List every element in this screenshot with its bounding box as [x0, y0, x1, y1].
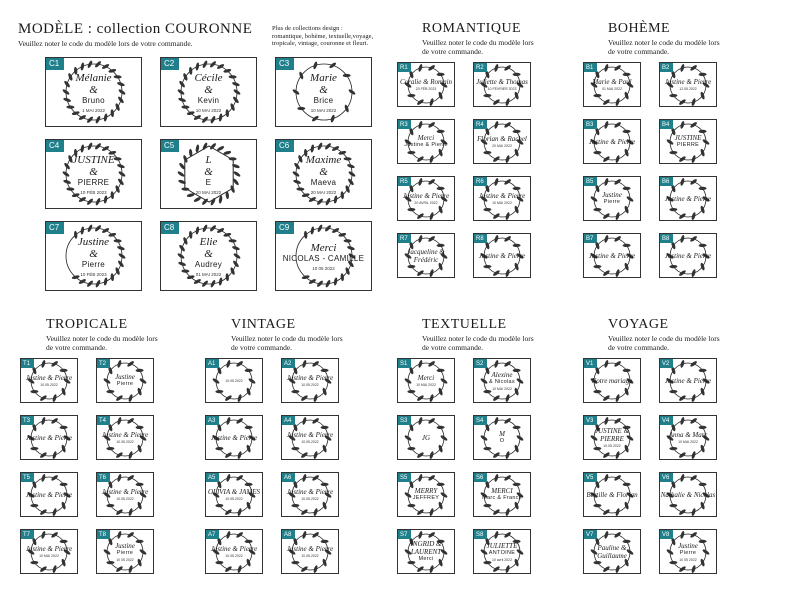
card-code-badge: C8 [161, 222, 179, 234]
card-date: 10 avril 2022 [491, 557, 513, 562]
design-card-t6[interactable] [96, 472, 154, 517]
design-card-r7[interactable] [397, 233, 455, 278]
card-date: 10 MAI 2022 [310, 107, 337, 113]
card-name-1: Justine & Pierre [664, 251, 712, 260]
card-code-badge: C3 [276, 58, 294, 70]
card-name-1: INGRID & LAURENT [410, 540, 442, 556]
card-name-1: Justine & Pierre [286, 488, 334, 496]
card-date: 20 MAI 2022 [492, 144, 512, 148]
card-date: 10 MAI 2022 [39, 554, 59, 558]
card-date: 20 AVRIL 2022 [414, 201, 438, 205]
card-name-1: Justine [115, 373, 135, 381]
card-name-1: JG [421, 433, 431, 442]
card-code-badge: C2 [161, 58, 179, 70]
card-date: 10.05.2022 [301, 440, 319, 444]
card-code-badge: R1 [398, 63, 411, 72]
card-name-2: Bruno [82, 95, 105, 105]
card-name-1: Alexine [491, 370, 513, 379]
card-ampersand: & [204, 247, 213, 260]
design-card-c8[interactable] [160, 221, 257, 291]
section-title: VOYAGE [608, 317, 669, 332]
design-card-a7[interactable] [205, 529, 263, 574]
card-code-badge: V5 [584, 473, 597, 482]
design-card-b3[interactable] [583, 119, 641, 164]
card-name-2: Pierre [116, 381, 134, 387]
card-name-1: Justine & Pierre [402, 192, 450, 200]
card-name-2: NICOLAS - CAMILLE [282, 253, 365, 263]
card-date: 20 FÉB 2023 [415, 87, 437, 91]
card-date: 10.05.2022 [40, 383, 58, 387]
design-card-t3[interactable] [20, 415, 78, 460]
card-name-1: Justine & Pierre [101, 488, 149, 496]
card-code-badge: R7 [398, 234, 411, 243]
card-code-badge: A7 [206, 530, 219, 539]
card-name-2: Pierre [116, 549, 134, 556]
design-card-t2[interactable] [96, 358, 154, 403]
card-name-1: Marie [310, 71, 337, 84]
section-title: VINTAGE [231, 317, 296, 332]
card-date: 1 MAI 2022 [81, 107, 105, 113]
card-ampersand: & [89, 165, 98, 178]
design-card-s7[interactable] [397, 529, 455, 574]
section-romantique [422, 22, 597, 56]
card-name-1: Justine [77, 235, 110, 248]
card-code-badge: V8 [660, 530, 673, 539]
card-name-2: Marc & Franck [482, 495, 522, 501]
design-card-a6[interactable] [281, 472, 339, 517]
design-card-a8[interactable] [281, 529, 339, 574]
card-date: 10.05.2022 [603, 444, 621, 448]
card-name-2: & Nicolas [489, 378, 515, 385]
design-card-c2[interactable] [160, 57, 257, 127]
section-subtitle [46, 334, 221, 352]
section-voyage [608, 318, 783, 352]
card-date: 10.05.2022 [301, 383, 319, 387]
card-code-badge: S2 [474, 359, 487, 368]
card-code-badge: V1 [584, 359, 597, 368]
card-code-badge: B2 [660, 63, 673, 72]
card-code-badge: C9 [276, 222, 294, 234]
design-card-b6[interactable] [659, 176, 717, 221]
card-name-1: Merci [310, 241, 337, 254]
more-collections-text [272, 25, 402, 48]
section-textuelle [422, 318, 597, 352]
card-date: 10 MAI 2022 [416, 383, 436, 387]
card-name-1: Notre mariage [591, 376, 633, 385]
design-card-t7[interactable] [20, 529, 78, 574]
card-date: 10.05.2022 [225, 379, 243, 383]
subtitle-line: Veuillez noter le code du modèle lors [608, 38, 720, 47]
design-card-a5[interactable] [205, 472, 263, 517]
card-code-badge: S4 [474, 416, 487, 425]
design-card-v3[interactable] [583, 415, 641, 460]
card-name-2: O [499, 438, 505, 444]
card-date: 01 MAI 2022 [195, 271, 222, 277]
design-card-s6[interactable] [473, 472, 531, 517]
card-name-2: ANTOINE [488, 549, 516, 556]
design-card-r3[interactable] [397, 119, 455, 164]
card-code-badge: T3 [21, 416, 34, 425]
section-title: ROMANTIQUE [422, 21, 522, 36]
design-card-c1[interactable] [45, 57, 142, 127]
card-name-1: Coralie & Romain [399, 78, 453, 86]
card-code-badge: V2 [660, 359, 673, 368]
card-code-badge: B3 [584, 120, 597, 129]
section-vintage [231, 318, 406, 352]
design-card-c4[interactable] [45, 139, 142, 209]
subtitle-line: Veuillez noter le code du modèle lors [46, 334, 158, 343]
card-ampersand: & [319, 83, 328, 96]
card-code-badge: A8 [282, 530, 295, 539]
card-name-1: Anna & Marc [668, 431, 708, 439]
card-date: 10 MAI 2022 [678, 440, 698, 444]
card-ampersand: & [89, 83, 98, 96]
design-card-t1[interactable] [20, 358, 78, 403]
design-card-r2[interactable] [473, 62, 531, 107]
section-title: MODÈLE : collection COURONNE [18, 21, 253, 37]
card-date: 10.05.2022 [116, 440, 134, 444]
design-card-v6[interactable] [659, 472, 717, 517]
card-code-badge: R4 [474, 120, 487, 129]
design-card-c7[interactable] [45, 221, 142, 291]
design-card-b5[interactable] [583, 176, 641, 221]
card-name-1: OLIVIA & JAMES [208, 488, 260, 496]
card-date: 20 MAI 2022 [310, 189, 337, 195]
card-ampersand: & [204, 165, 213, 178]
card-code-badge: B8 [660, 234, 673, 243]
card-name-1: Justine [115, 541, 135, 550]
card-name-1: Maxime [305, 153, 342, 166]
card-ampersand: & [319, 165, 328, 178]
card-date: 10 MAI 2022 [492, 386, 512, 391]
card-date: 10 05 2022 [116, 557, 134, 562]
card-name-1: M [499, 430, 505, 438]
card-name-1: Cécile [194, 71, 223, 84]
card-name-1: Bertille & Florian [586, 490, 638, 499]
card-name-1: Justine & Pierre [25, 374, 73, 382]
design-card-b1[interactable] [583, 62, 641, 107]
section-subtitle [422, 334, 597, 352]
card-code-badge: R3 [398, 120, 411, 129]
card-code-badge: T4 [97, 416, 110, 425]
card-name-1: Merci [417, 134, 435, 142]
card-code-badge: T7 [21, 530, 34, 539]
design-card-v5[interactable] [583, 472, 641, 517]
design-card-a2[interactable] [281, 358, 339, 403]
subtitle-line: de votre commande. [46, 343, 108, 352]
card-name-2: E [205, 177, 212, 187]
design-card-b7[interactable] [583, 233, 641, 278]
card-code-badge: B6 [660, 177, 673, 186]
design-card-c5[interactable] [160, 139, 257, 209]
card-date: 10 05 2022 [312, 265, 335, 271]
card-date: 10.05.2022 [225, 497, 243, 501]
card-name-2: PIERRE [77, 177, 110, 187]
card-ampersand: & [89, 247, 98, 260]
card-code-badge: B7 [584, 234, 597, 243]
card-name-1: JUSTINE [72, 153, 115, 166]
design-card-t5[interactable] [20, 472, 78, 517]
section-subtitle [608, 38, 783, 56]
section-subtitle [231, 334, 406, 352]
card-date: 10 MAI 2022 [492, 201, 512, 205]
design-card-t8[interactable] [96, 529, 154, 574]
card-name-1: Elie [199, 235, 218, 248]
card-code-badge: A3 [206, 416, 219, 425]
card-name-1: JULIETTE [486, 541, 518, 550]
card-date: 10.05.2022 [116, 497, 134, 501]
card-name-1: L [205, 153, 212, 166]
subtitle-line: de votre commande. [608, 47, 670, 56]
subtitle-line: Veuillez noter le code du modèle lors [422, 334, 534, 343]
design-card-s8[interactable] [473, 529, 531, 574]
card-code-badge: C4 [46, 140, 64, 152]
card-name-1: Justine & Pierre [286, 374, 334, 382]
design-card-b2[interactable] [659, 62, 717, 107]
card-name-2: Pierre [81, 259, 106, 269]
card-name-1: Justine & Pierre [25, 433, 73, 442]
card-code-badge: B4 [660, 120, 673, 129]
section-subtitle [422, 38, 597, 56]
card-code-badge: R6 [474, 177, 487, 186]
card-name-1: Justine & Pierre [210, 545, 258, 553]
card-name-1: MERRY [414, 487, 438, 495]
card-name-1: Justine & Pierre [101, 431, 149, 439]
card-code-badge: R8 [474, 234, 487, 243]
card-date: 10 05 2022 [679, 557, 697, 562]
card-date: 12.05.2022 [679, 87, 697, 91]
card-name-1: Justine & Pierre [25, 490, 73, 499]
section-title: TROPICALE [46, 317, 128, 332]
card-code-badge: A1 [206, 359, 219, 368]
card-code-badge: A5 [206, 473, 219, 482]
card-name-1: MERCI [491, 487, 513, 495]
design-card-s2[interactable] [473, 358, 531, 403]
card-name-1: Justine [678, 541, 698, 550]
card-code-badge: S6 [474, 473, 487, 482]
card-name-2: Justine & Pierre [404, 142, 448, 148]
design-card-v4[interactable] [659, 415, 717, 460]
design-card-c3[interactable] [275, 57, 372, 127]
card-name-1: Merci [417, 374, 435, 382]
design-card-v2[interactable] [659, 358, 717, 403]
subtitle-line: de votre commande. [422, 47, 484, 56]
design-card-b8[interactable] [659, 233, 717, 278]
card-code-badge: S7 [398, 530, 411, 539]
design-card-r6[interactable] [473, 176, 531, 221]
card-name-1: Justine & Pierre [664, 194, 712, 203]
card-date: 10.05.2022 [301, 497, 319, 501]
section-boheme [608, 22, 783, 56]
card-code-badge: S5 [398, 473, 411, 482]
design-card-v8[interactable] [659, 529, 717, 574]
card-name-1: Justine & Pierre [286, 431, 334, 439]
card-name-1: Marie & Paul [592, 78, 632, 86]
card-code-badge: V3 [584, 416, 597, 425]
card-name-1: Mélanie [75, 71, 112, 84]
design-card-v7[interactable] [583, 529, 641, 574]
design-card-v1[interactable] [583, 358, 641, 403]
card-code-badge: A2 [282, 359, 295, 368]
card-name-2: Audrey [194, 259, 223, 269]
subtitle-line: de votre commande. [231, 343, 293, 352]
card-code-badge: B1 [584, 63, 597, 72]
card-name-1: Justine [602, 191, 622, 199]
card-name-1: JUSTINE [674, 134, 702, 142]
design-card-r1[interactable] [397, 62, 455, 107]
card-name-1: Justine & Pierre [664, 78, 712, 86]
card-ampersand: & [204, 83, 213, 96]
card-date: 01 MAI 2022 [602, 87, 622, 91]
section-title: BOHÈME [608, 21, 671, 36]
card-code-badge: R5 [398, 177, 411, 186]
card-name-1: Justine & Pierre [478, 251, 526, 260]
card-code-badge: T6 [97, 473, 110, 482]
design-card-c9[interactable] [275, 221, 372, 291]
card-name-2: Brice [313, 95, 334, 105]
subtitle-line: Veuillez noter le code du modèle lors [608, 334, 720, 343]
card-name-1: Justine & Pierre [588, 137, 636, 146]
card-code-badge: R2 [474, 63, 487, 72]
card-date: 10 FÉB 2023 [80, 189, 107, 195]
design-card-r8[interactable] [473, 233, 531, 278]
card-code-badge: S1 [398, 359, 411, 368]
subtitle-line: Veuillez noter le code du modèle lors [422, 38, 534, 47]
card-name-2: PIERRE [676, 142, 700, 148]
card-name-1: Juliette & Thomas [476, 78, 528, 86]
card-name-2: Pierre [603, 199, 621, 205]
card-name-1: Justine & Pierre [478, 192, 526, 200]
card-date: 10 FÉB 2023 [80, 271, 107, 277]
design-card-c6[interactable] [275, 139, 372, 209]
card-date: 10 MAI 2022 [195, 107, 222, 113]
card-code-badge: B5 [584, 177, 597, 186]
subtitle-line: de votre commande. [608, 343, 670, 352]
card-name-1: Justine & Pierre [210, 433, 258, 442]
more-text-line: romantique, bohème, textuelle,voyage, [272, 32, 374, 40]
card-name-2: JEFFREY [412, 495, 440, 501]
design-card-a4[interactable] [281, 415, 339, 460]
card-name-1: Florian & Rachel [477, 135, 527, 143]
card-name-1: Pauline & Guillaume [597, 543, 627, 560]
card-code-badge: S3 [398, 416, 411, 425]
design-card-s3[interactable] [397, 415, 455, 460]
card-name-2: Merci [418, 556, 434, 562]
card-name-1: Justine & Pierre [588, 251, 636, 260]
card-code-badge: V7 [584, 530, 597, 539]
design-card-s4[interactable] [473, 415, 531, 460]
card-code-badge: A4 [282, 416, 295, 425]
card-code-badge: C1 [46, 58, 64, 70]
design-card-b4[interactable] [659, 119, 717, 164]
design-card-s1[interactable] [397, 358, 455, 403]
card-date: 10 FÉVRIER 2023 [487, 87, 517, 91]
design-card-r4[interactable] [473, 119, 531, 164]
design-card-r5[interactable] [397, 176, 455, 221]
card-code-badge: T8 [97, 530, 110, 539]
card-code-badge: C7 [46, 222, 64, 234]
card-code-badge: T5 [21, 473, 34, 482]
design-card-a3[interactable] [205, 415, 263, 460]
card-date: 20 MAI 2022 [195, 189, 222, 195]
card-code-badge: T2 [97, 359, 110, 368]
section-tropicale [46, 318, 221, 352]
card-code-badge: A6 [282, 473, 295, 482]
card-code-badge: C6 [276, 140, 294, 152]
card-code-badge: C5 [161, 140, 179, 152]
card-name-1: Justine & Pierre [664, 376, 712, 385]
design-card-a1[interactable] [205, 358, 263, 403]
card-name-2: Maeva [310, 177, 337, 187]
subtitle-line: Veuillez noter le code du modèle lors [231, 334, 343, 343]
more-text-line: tropicale, vintage, couronne et fleuri. [272, 40, 369, 48]
design-card-s5[interactable] [397, 472, 455, 517]
subtitle-line: de votre commande. [422, 343, 484, 352]
card-code-badge: V6 [660, 473, 673, 482]
card-name-1: Justine & Pierre [25, 545, 73, 553]
card-date: 10.05.2022 [225, 554, 243, 558]
card-code-badge: V4 [660, 416, 673, 425]
card-name-1: Nathalie & Nicolas [660, 490, 716, 499]
card-name-1: Justine & Pierre [286, 545, 334, 553]
design-card-t4[interactable] [96, 415, 154, 460]
card-name-2: Pierre [679, 549, 697, 556]
card-name-1: Jacqueline & Frédéric [407, 247, 445, 264]
card-code-badge: S8 [474, 530, 487, 539]
more-text-line: Plus de collections design : [272, 25, 343, 32]
section-title: TEXTUELLE [422, 317, 507, 332]
card-code-badge: T1 [21, 359, 34, 368]
section-subtitle: Veuillez noter le code du modèle lors de votre commande. [18, 39, 193, 48]
section-subtitle [608, 334, 783, 352]
card-name-1: JUSTINE & PIERRE [594, 427, 630, 443]
card-name-2: Kevin [197, 95, 220, 105]
card-date: 10.05.2022 [301, 554, 319, 558]
